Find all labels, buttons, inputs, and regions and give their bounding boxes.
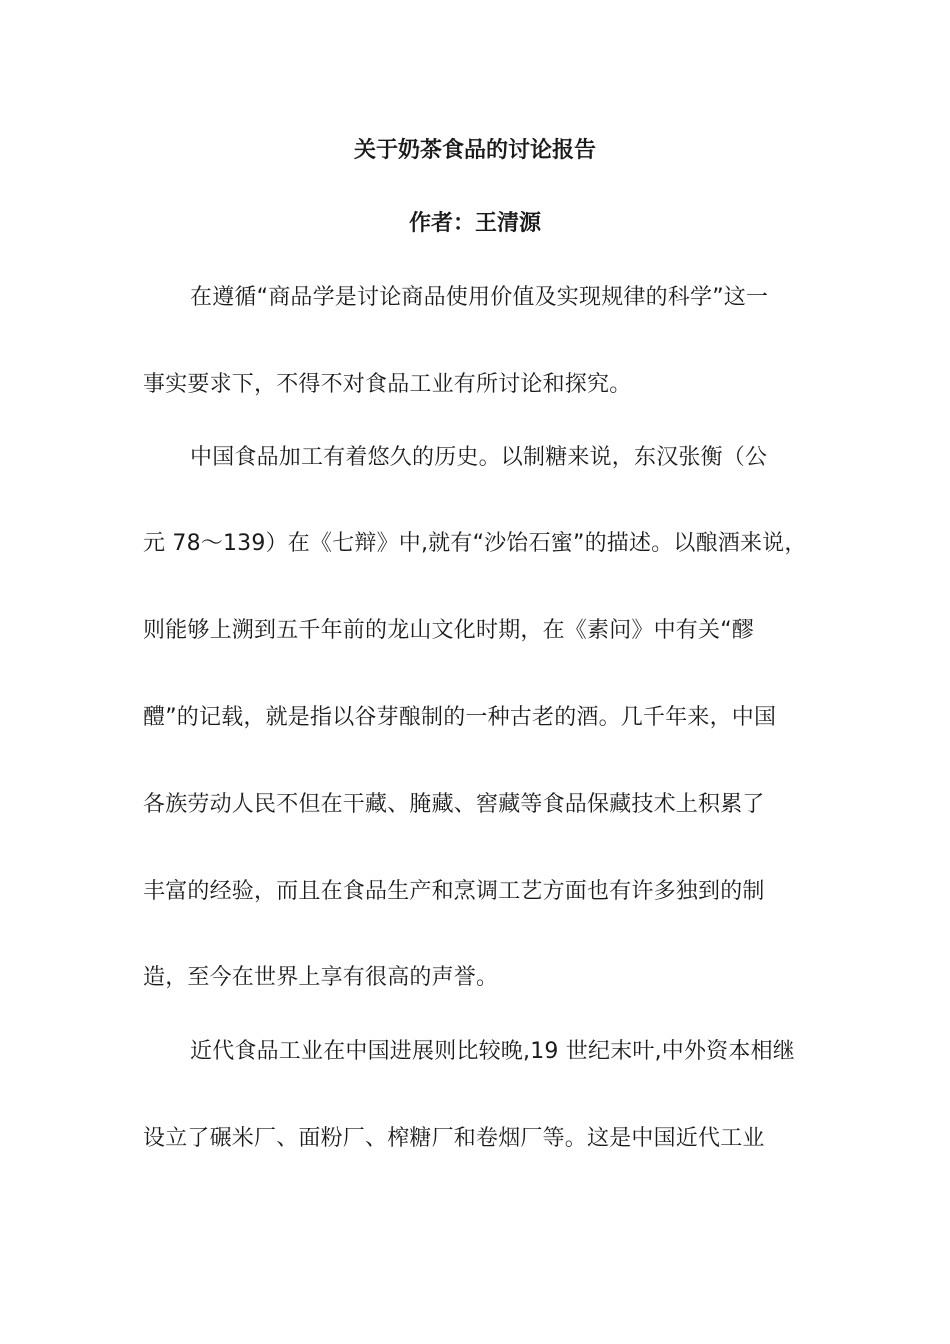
- paragraph-line: 中国食品加工有着悠久的历史。以制糖来说，东汉张衡（公: [190, 445, 768, 470]
- document-title: 关于奶茶食品的讨论报告: [353, 138, 596, 163]
- paragraph-line: 事实要求下，不得不对食品工业有所讨论和探究。: [143, 372, 632, 397]
- paragraph-line: 设立了碾米厂、面粉厂、榨糖厂和卷烟厂等。这是中国近代工业: [143, 1126, 765, 1151]
- paragraph-line: 元 78～139）在《七辩》中,就有“沙饴石蜜”的描述。以酿酒来说，: [143, 531, 807, 556]
- paragraph-line: 则能够上溯到五千年前的龙山文化时期，在《素问》中有关“醪: [143, 618, 754, 643]
- paragraph-line: 在遵循“商品学是讨论商品使用价值及实现规律的科学”这一: [190, 285, 769, 310]
- paragraph-line: 造，至今在世界上享有很高的声誉。: [143, 965, 499, 990]
- paragraph-line: 近代食品工业在中国进展则比较晚,19 世纪末叶,中外资本相继: [190, 1039, 795, 1064]
- paragraph-line: 各族劳动人民不但在干藏、腌藏、窖藏等食品保藏技术上积累了: [143, 792, 765, 817]
- paragraph-line: 丰富的经验，而且在食品生产和烹调工艺方面也有许多独到的制: [143, 879, 765, 904]
- paragraph-line: 醴”的记载，就是指以谷芽酿制的一种古老的酒。几千年来，中国: [143, 705, 777, 730]
- document-author: 作者：王清源: [408, 211, 541, 236]
